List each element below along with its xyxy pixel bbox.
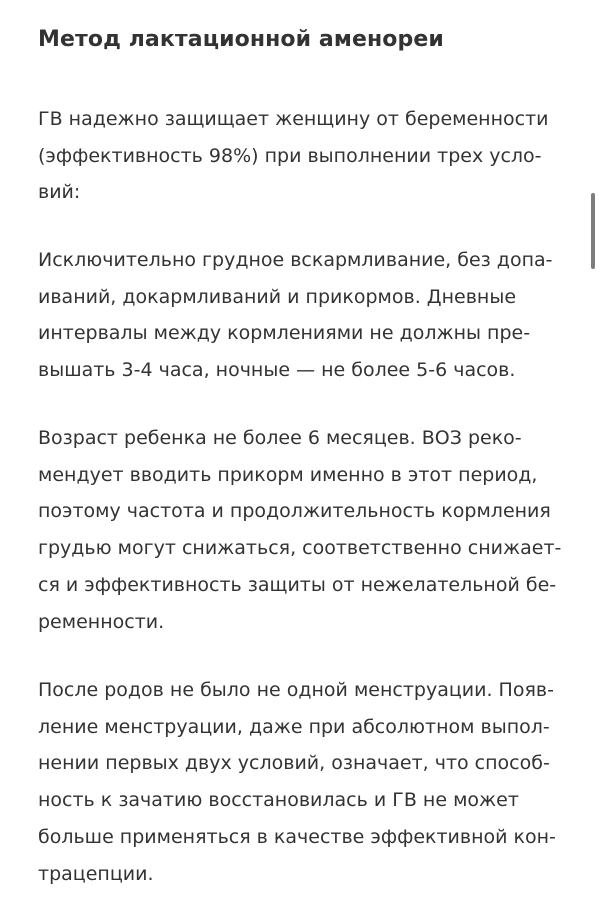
article-content xyxy=(38,22,568,885)
section-title: Метод лактационной аменореи xyxy=(38,27,444,52)
text-line: (эффективность 98%) при выполнении трех усло- xyxy=(38,144,542,167)
text-line: трацепции. xyxy=(38,862,154,885)
text-line: больше применяться в качестве эффективной кон- xyxy=(38,825,556,848)
text-line: грудью могут снижаться, соответственно снижает- xyxy=(38,537,562,560)
text-line: нении первых двух условий, означает, что способ- xyxy=(38,752,550,775)
text-line: ременности. xyxy=(38,610,165,633)
text-line: вышать 3-4 часа, ночные — не более 5-6 часов. xyxy=(38,359,516,382)
text-line: поэтому частота и продолжительность кормления xyxy=(38,500,551,523)
text-line: ление менструации, даже при абсолютном выпол- xyxy=(38,715,550,738)
text-line: ГВ надежно защищает женщину от беременности xyxy=(38,108,549,130)
paragraph-condition-2 xyxy=(38,420,561,640)
paragraph-condition-3 xyxy=(38,672,556,892)
paragraph-condition-1 xyxy=(38,242,553,389)
text-line: вий: xyxy=(38,181,81,204)
vertical-scrollbar[interactable] xyxy=(591,193,595,269)
text-line: мендует вводить прикорм именно в этот период, xyxy=(38,463,538,486)
text-line: ность к зачатию восстановилась и ГВ не может xyxy=(38,789,519,812)
paragraph-intro xyxy=(38,101,549,211)
text-line: интервалы между кормлениями не должны пре- xyxy=(38,322,531,345)
text-line: ся и эффективность защиты от нежелательной бе- xyxy=(38,573,557,596)
text-line: После родов не было не одной менструации. Появ- xyxy=(38,679,554,701)
text-line: Исключительно грудное вскармливание, без допа- xyxy=(38,249,553,271)
text-line: иваний, докармливаний и прикормов. Дневные xyxy=(38,285,517,308)
text-line: Возраст ребенка не более 6 месяцев. ВОЗ реко- xyxy=(38,427,522,449)
